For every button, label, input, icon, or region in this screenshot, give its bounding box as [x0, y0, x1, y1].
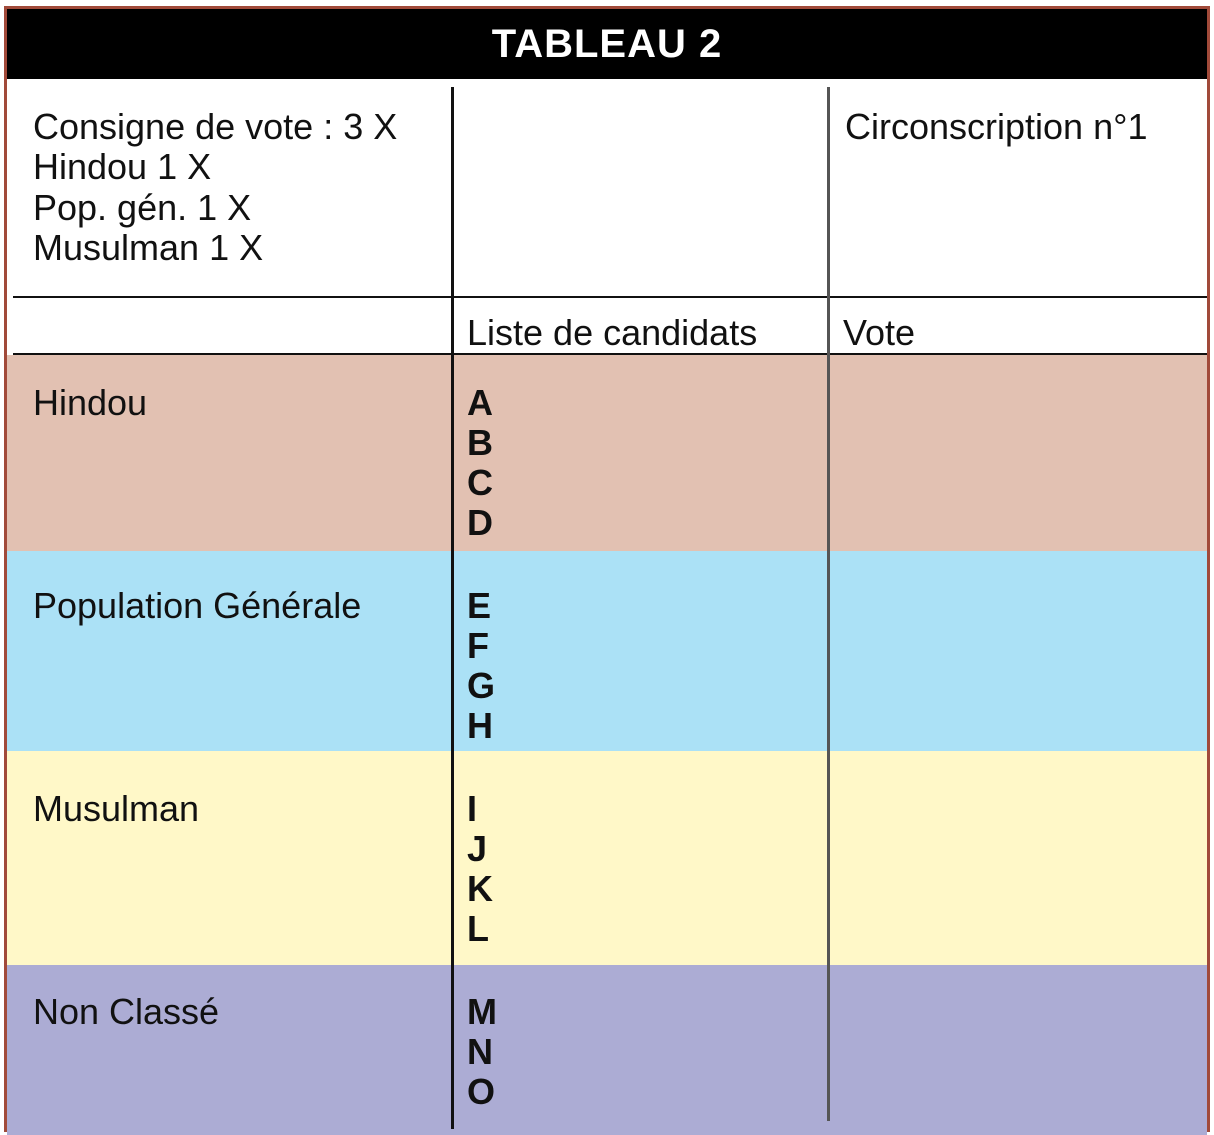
group-label-population-generale: Population Générale	[33, 585, 362, 626]
candidate-letter: D	[467, 502, 493, 543]
candidate-letter: G	[467, 665, 496, 706]
table-title: TABLEAU 2	[7, 9, 1207, 79]
group-label-musulman: Musulman	[33, 788, 200, 829]
column-header-vote: Vote	[843, 312, 916, 353]
column-header-candidates: Liste de candidats	[467, 312, 758, 353]
candidate-list-non-classe	[467, 992, 497, 1112]
candidate-letter: B	[467, 422, 493, 463]
candidate-letter: K	[467, 868, 493, 909]
candidate-letter: H	[467, 705, 493, 746]
group-label-hindou: Hindou	[33, 382, 148, 423]
district-label: Circonscription n°1	[845, 106, 1148, 147]
instruction-line-1: Consigne de vote : 3 X	[33, 106, 398, 147]
candidate-letter: J	[467, 828, 488, 869]
candidate-letter: A	[467, 382, 493, 423]
header-divider	[13, 296, 1207, 298]
group-band-hindou	[7, 355, 1207, 551]
candidate-letter: N	[467, 1031, 493, 1072]
candidate-letter: M	[467, 991, 497, 1032]
instruction-line-3: Pop. gén. 1 X	[33, 187, 252, 228]
candidate-list-musulman	[467, 789, 493, 949]
column-divider-left	[451, 87, 454, 1129]
instruction-line-2: Hindou 1 X	[33, 146, 212, 187]
candidate-letter: O	[467, 1071, 496, 1112]
candidate-letter: F	[467, 625, 489, 666]
candidate-letter: E	[467, 585, 492, 626]
candidate-list-population-generale	[467, 586, 495, 746]
instruction-line-4: Musulman 1 X	[33, 227, 264, 268]
candidate-letter: L	[467, 908, 489, 949]
group-band-population-generale	[7, 551, 1207, 751]
candidate-list-hindou	[467, 383, 493, 543]
column-divider-right	[827, 87, 830, 1121]
candidate-letter: C	[467, 462, 493, 503]
group-label-non-classe: Non Classé	[33, 991, 220, 1032]
ballot-table	[4, 6, 1210, 1132]
candidate-letter: I	[467, 788, 478, 829]
group-band-musulman	[7, 751, 1207, 965]
column-header-divider	[13, 353, 1207, 355]
